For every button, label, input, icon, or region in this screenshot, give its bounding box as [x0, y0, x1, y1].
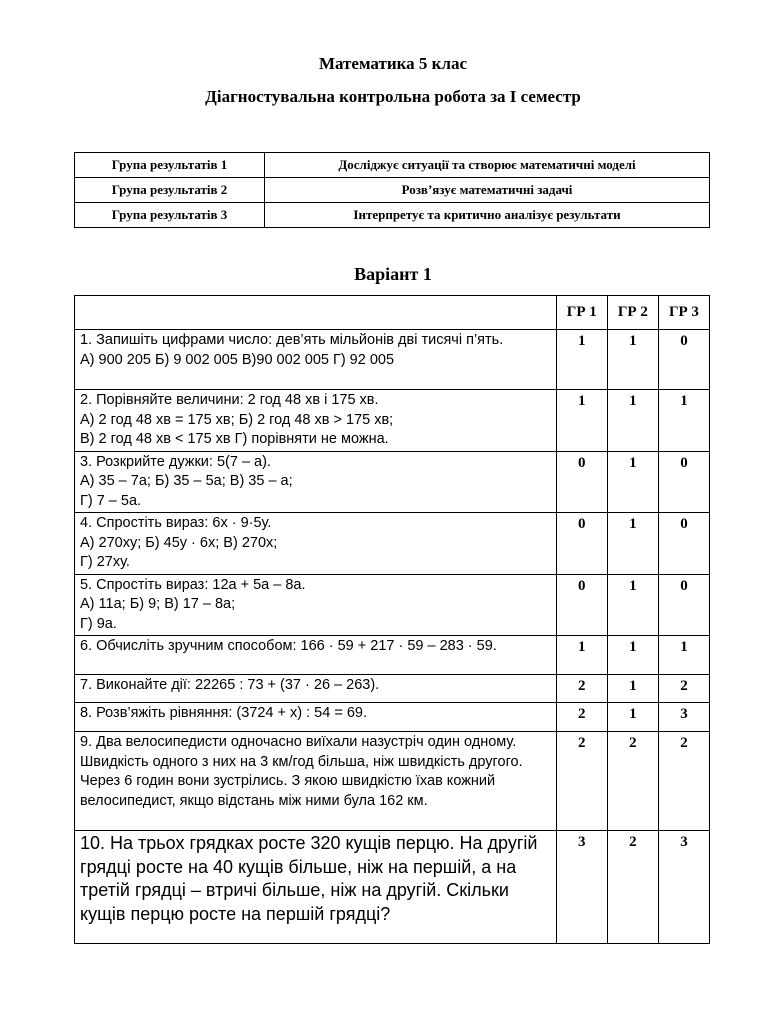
- score-cell: 3: [658, 831, 709, 944]
- task-line: Г) 9а.: [80, 615, 117, 632]
- task-row: [75, 513, 710, 575]
- score-cell: 0: [658, 574, 709, 636]
- score-cell: 1: [658, 390, 709, 452]
- score-cell: 0: [658, 513, 709, 575]
- group-name: Група результатів 1: [75, 153, 265, 178]
- task-line: 2. Порівняйте величини: 2 год 48 хв і 175 хв.: [80, 392, 379, 408]
- header-cell-gr3: ГР 3: [658, 296, 709, 330]
- variant-title: Варіант 1: [354, 264, 432, 284]
- group-name: Група результатів 2: [75, 178, 265, 203]
- score-cell: 1: [607, 390, 658, 452]
- task-line: 6. Обчисліть зручним способом: 166 · 59 + 217 · 59 – 283 · 59.: [80, 638, 497, 654]
- score-cell: 1: [556, 330, 607, 390]
- score-cell: 0: [556, 574, 607, 636]
- result-groups-table: [74, 152, 710, 228]
- task-line: 5. Спростіть вираз: 12а + 5а – 8а.: [80, 576, 306, 593]
- task-line: А) 11а; Б) 9; В) 17 – 8а;: [80, 596, 236, 612]
- score-cell: 0: [658, 330, 709, 390]
- task-line: 3. Розкрийте дужки: 5(7 – а).: [80, 453, 271, 470]
- task-row: [75, 390, 710, 452]
- table-row: [75, 178, 710, 203]
- task-row: [75, 636, 710, 675]
- task-line: 8. Розв’яжіть рівняння: (3724 + х) : 54 = 69.: [80, 705, 367, 721]
- task-cell: [75, 732, 557, 831]
- group-name: Група результатів 3: [75, 203, 265, 228]
- score-cell: 1: [607, 451, 658, 513]
- document-title: Математика 5 клас: [318, 54, 468, 73]
- task-row: [75, 703, 710, 732]
- task-cell: [75, 451, 557, 513]
- task-row: [75, 330, 710, 390]
- header-cell-task: [75, 296, 557, 330]
- task-line: 1. Запишіть цифрами число: дев’ять мільйонів дві тисячі п’ять.: [80, 332, 504, 348]
- task-line: Г) 27ху.: [80, 554, 130, 570]
- score-cell: 1: [607, 636, 658, 675]
- group-description: Розв’язує математичні задачі: [265, 178, 710, 203]
- task-row: [75, 574, 710, 636]
- task-row: [75, 451, 710, 513]
- task-line: Г) 7 – 5а.: [80, 492, 142, 509]
- document-subtitle: Діагностувальна контрольна робота за І семестр: [205, 87, 581, 106]
- task-row: [75, 732, 710, 831]
- score-cell: 1: [607, 330, 658, 390]
- task-cell: [75, 636, 557, 675]
- table-row: [75, 203, 710, 228]
- score-cell: 0: [658, 451, 709, 513]
- score-cell: 2: [607, 732, 658, 831]
- score-cell: 3: [658, 703, 709, 732]
- score-cell: 3: [556, 831, 607, 944]
- task-row: [75, 675, 710, 703]
- score-cell: 1: [607, 675, 658, 703]
- tasks-table: [74, 295, 710, 944]
- task-cell: [75, 390, 557, 452]
- task-cell: [75, 831, 557, 944]
- score-cell: 2: [607, 831, 658, 944]
- task-cell: [75, 574, 557, 636]
- score-cell: 0: [556, 513, 607, 575]
- task-line: А) 2 год 48 хв = 175 хв; Б) 2 год 48 хв > 175 хв;: [80, 411, 394, 428]
- score-cell: 2: [658, 675, 709, 703]
- table-row: [75, 153, 710, 178]
- group-description: Інтерпретує та критично аналізує результати: [265, 203, 710, 228]
- score-cell: 2: [556, 675, 607, 703]
- score-cell: 1: [658, 636, 709, 675]
- task-line: В) 2 год 48 хв < 175 хв Г) порівняти не можна.: [80, 431, 389, 447]
- task-cell: [75, 513, 557, 575]
- score-cell: 1: [607, 703, 658, 732]
- score-cell: 1: [556, 636, 607, 675]
- task-line: А) 900 205 Б) 9 002 005 В)90 002 005 Г) 92 005: [80, 351, 395, 368]
- score-cell: 1: [556, 390, 607, 452]
- task-cell: [75, 675, 557, 703]
- task-line: А) 270ху; Б) 45у · 6х; В) 270х;: [80, 534, 278, 551]
- task-cell: [75, 703, 557, 732]
- score-cell: 2: [658, 732, 709, 831]
- task-line: 7. Виконайте дії: 22265 : 73 + (37 · 26 – 263).: [80, 677, 380, 693]
- task-line: 9. Два велосипедисти одночасно виїхали назустріч один одному. Швидкість одного з них на 3 км/год більша, ніж швидкість другого. Через 6 годин вони зустрілись. З якою швидкістю їхав кожний велосипедист, якщо відстань між ними була 162 км.: [80, 734, 523, 809]
- header-cell-gr1: ГР 1: [556, 296, 607, 330]
- score-cell: 0: [556, 451, 607, 513]
- score-cell: 1: [607, 513, 658, 575]
- task-cell: [75, 330, 557, 390]
- task-line: 4. Спростіть вираз: 6х · 9·5у.: [80, 515, 272, 531]
- table-header-row: [75, 296, 710, 330]
- task-row: [75, 831, 710, 944]
- task-line: 10. На трьох грядках росте 320 кущів перцю. На другій грядці росте на 40 кущів більше, ніж на першій, а на третій грядці – втричі більше, ніж на другій. Скільки кущів перцю росте на першій грядці?: [80, 833, 538, 924]
- group-description: Досліджує ситуації та створює математичні моделі: [265, 153, 710, 178]
- score-cell: 1: [607, 574, 658, 636]
- header-cell-gr2: ГР 2: [607, 296, 658, 330]
- score-cell: 2: [556, 703, 607, 732]
- score-cell: 2: [556, 732, 607, 831]
- task-line: А) 35 – 7а; Б) 35 – 5а; В) 35 – а;: [80, 473, 293, 489]
